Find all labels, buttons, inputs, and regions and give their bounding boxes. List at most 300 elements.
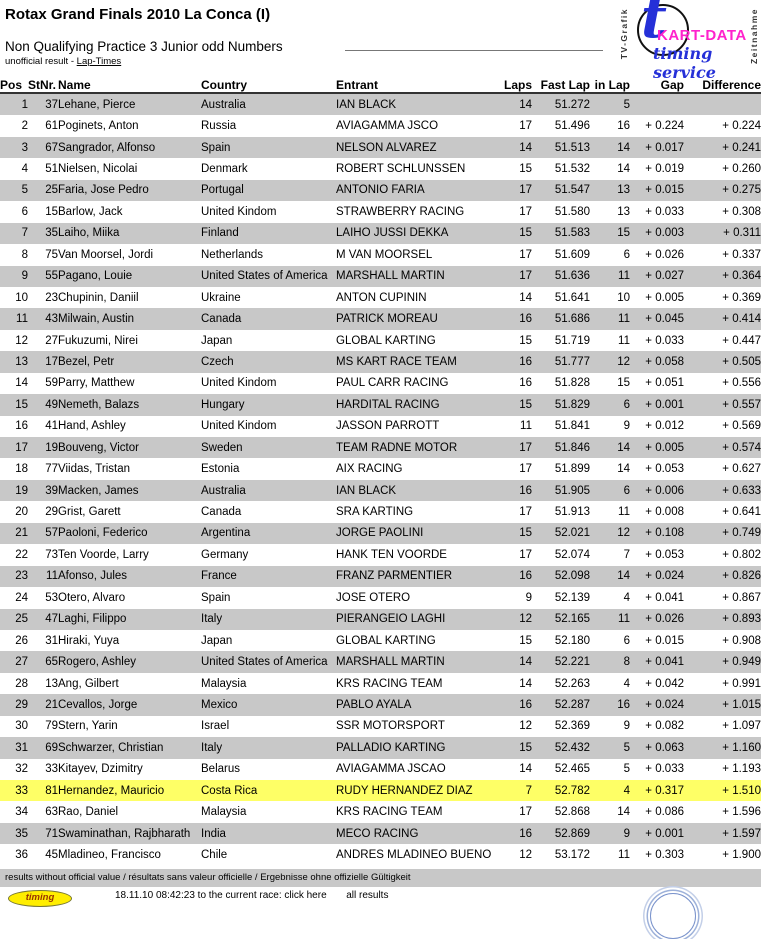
cell-pos: 25 bbox=[15, 613, 28, 626]
cell-inlap: 15 bbox=[617, 377, 630, 390]
cell-entrant: ANTONIO FARIA bbox=[336, 184, 425, 197]
cell-fastlap: 52.098 bbox=[554, 570, 590, 583]
cell-country: Malaysia bbox=[201, 806, 247, 819]
cell-stnr: 53 bbox=[45, 591, 58, 604]
cell-country: Russia bbox=[201, 120, 237, 133]
cell-difference: + 1.596 bbox=[722, 806, 761, 819]
col-header-country: Country bbox=[201, 78, 247, 92]
cell-inlap: 16 bbox=[617, 120, 630, 133]
cell-entrant: SSR MOTORSPORT bbox=[336, 720, 445, 733]
cell-difference: + 0.908 bbox=[722, 634, 761, 647]
cell-entrant: MECO RACING bbox=[336, 827, 419, 840]
cell-difference: + 0.505 bbox=[722, 355, 761, 368]
cell-fastlap: 51.496 bbox=[554, 120, 590, 133]
cell-fastlap: 51.828 bbox=[554, 377, 590, 390]
cell-fastlap: 51.609 bbox=[554, 248, 590, 261]
cell-entrant: ROBERT SCHLUNSSEN bbox=[336, 163, 466, 176]
cell-gap: + 0.006 bbox=[645, 484, 684, 497]
cell-fastlap: 52.263 bbox=[554, 677, 590, 690]
cell-fastlap: 52.074 bbox=[554, 548, 590, 561]
cell-difference: + 0.641 bbox=[722, 506, 761, 519]
cell-stnr: 23 bbox=[45, 291, 58, 304]
cell-entrant: RUDY HERNANDEZ DIAZ bbox=[336, 784, 473, 797]
cell-gap: + 0.051 bbox=[645, 377, 684, 390]
cell-country: United Kindom bbox=[201, 377, 277, 390]
cell-stnr: 55 bbox=[45, 270, 58, 283]
cell-laps: 17 bbox=[519, 120, 532, 133]
cell-pos: 18 bbox=[15, 463, 28, 476]
cell-laps: 17 bbox=[519, 548, 532, 561]
cell-fastlap: 51.641 bbox=[554, 291, 590, 304]
cell-difference: + 1.097 bbox=[722, 720, 761, 733]
cell-entrant: MARSHALL MARTIN bbox=[336, 270, 445, 283]
cell-gap: + 0.042 bbox=[645, 677, 684, 690]
cell-laps: 16 bbox=[519, 355, 532, 368]
cell-entrant: JORGE PAOLINI bbox=[336, 527, 424, 540]
table-row bbox=[0, 759, 761, 780]
cell-gap: + 0.224 bbox=[645, 120, 684, 133]
cell-fastlap: 51.532 bbox=[554, 163, 590, 176]
cell-fastlap: 53.172 bbox=[554, 849, 590, 862]
table-row bbox=[0, 544, 761, 565]
cell-fastlap: 52.369 bbox=[554, 720, 590, 733]
cell-difference: + 1.900 bbox=[722, 849, 761, 862]
cell-stnr: 39 bbox=[45, 484, 58, 497]
cell-name: Fukuzumi, Nirei bbox=[58, 334, 138, 347]
cell-entrant: ANTON CUPININ bbox=[336, 291, 427, 304]
cell-name: Ang, Gilbert bbox=[58, 677, 119, 690]
cell-entrant: GLOBAL KARTING bbox=[336, 334, 436, 347]
table-row bbox=[0, 416, 761, 437]
cell-difference: + 0.364 bbox=[722, 270, 761, 283]
cell-entrant: JOSE OTERO bbox=[336, 591, 411, 604]
cell-country: United States of America bbox=[201, 656, 328, 669]
cell-country: Australia bbox=[201, 98, 246, 111]
cell-gap: + 0.053 bbox=[645, 463, 684, 476]
cell-laps: 14 bbox=[519, 677, 532, 690]
cell-difference: + 0.556 bbox=[722, 377, 761, 390]
table-row bbox=[0, 223, 761, 244]
cell-pos: 30 bbox=[15, 720, 28, 733]
cell-difference: + 0.337 bbox=[722, 248, 761, 261]
table-row bbox=[0, 673, 761, 694]
cell-inlap: 9 bbox=[623, 720, 630, 733]
cell-pos: 16 bbox=[15, 420, 28, 433]
cell-entrant: AVIAGAMMA JSCO bbox=[336, 120, 439, 133]
cell-stnr: 57 bbox=[45, 527, 58, 540]
col-header-stnr: StNr. bbox=[28, 78, 57, 92]
cell-stnr: 47 bbox=[45, 613, 58, 626]
cell-name: Rogero, Ashley bbox=[58, 656, 136, 669]
cell-inlap: 6 bbox=[623, 484, 630, 497]
cell-stnr: 69 bbox=[45, 741, 58, 754]
cell-gap: + 0.041 bbox=[645, 591, 684, 604]
cell-name: Lehane, Pierce bbox=[58, 98, 136, 111]
cell-stnr: 75 bbox=[45, 248, 58, 261]
cell-difference: + 0.569 bbox=[722, 420, 761, 433]
cell-laps: 14 bbox=[519, 656, 532, 669]
cell-name: Grist, Garett bbox=[58, 506, 121, 519]
col-header-difference: Difference bbox=[702, 78, 761, 92]
table-row bbox=[0, 266, 761, 287]
cell-name: Poginets, Anton bbox=[58, 120, 139, 133]
cell-fastlap: 51.841 bbox=[554, 420, 590, 433]
cell-fastlap: 51.583 bbox=[554, 227, 590, 240]
cell-name: Viidas, Tristan bbox=[58, 463, 131, 476]
cell-country: Argentina bbox=[201, 527, 251, 540]
kart-data-label: KART-DATA bbox=[657, 27, 747, 44]
cell-entrant: PIERANGEIO LAGHI bbox=[336, 613, 446, 626]
cell-gap: + 0.053 bbox=[645, 548, 684, 561]
cell-pos: 10 bbox=[15, 291, 28, 304]
cell-laps: 15 bbox=[519, 227, 532, 240]
cell-fastlap: 52.868 bbox=[554, 806, 590, 819]
cell-gap: + 0.003 bbox=[645, 227, 684, 240]
cell-entrant: NELSON ALVAREZ bbox=[336, 141, 437, 154]
cell-difference: + 0.867 bbox=[722, 591, 761, 604]
cell-pos: 34 bbox=[15, 806, 28, 819]
kart-data-logo bbox=[615, 0, 761, 82]
cell-gap: + 0.058 bbox=[645, 355, 684, 368]
cell-stnr: 63 bbox=[45, 806, 58, 819]
cell-difference bbox=[684, 93, 761, 115]
zeitnahme-label: Zeitnahme bbox=[749, 8, 759, 65]
cell-name: Hernandez, Mauricio bbox=[58, 784, 165, 797]
cell-entrant: PALLADIO KARTING bbox=[336, 741, 446, 754]
cell-entrant: MS KART RACE TEAM bbox=[336, 355, 457, 368]
table-row bbox=[0, 137, 761, 158]
cell-difference: + 0.949 bbox=[722, 656, 761, 669]
cell-gap bbox=[630, 93, 684, 115]
cell-fastlap: 51.636 bbox=[554, 270, 590, 283]
cell-name: Bezel, Petr bbox=[58, 355, 115, 368]
cell-pos: 4 bbox=[21, 163, 28, 176]
all-results-link[interactable]: all results bbox=[346, 890, 389, 901]
cell-laps: 14 bbox=[519, 291, 532, 304]
cell-name: Schwarzer, Christian bbox=[58, 741, 164, 754]
cell-fastlap: 51.899 bbox=[554, 463, 590, 476]
bottom-status-line bbox=[115, 890, 388, 901]
cell-inlap: 14 bbox=[617, 570, 630, 583]
cell-gap: + 0.033 bbox=[645, 763, 684, 776]
cell-country: Japan bbox=[201, 634, 233, 647]
cell-country: Portugal bbox=[201, 184, 244, 197]
cell-entrant: LAIHO JUSSI DEKKA bbox=[336, 227, 449, 240]
session-title: Non Qualifying Practice 3 Junior odd Numbers bbox=[5, 39, 283, 54]
cell-gap: + 0.024 bbox=[645, 570, 684, 583]
cell-fastlap: 51.580 bbox=[554, 205, 590, 218]
cell-name: Van Moorsel, Jordi bbox=[58, 248, 154, 261]
cell-difference: + 0.447 bbox=[722, 334, 761, 347]
cell-inlap: 13 bbox=[617, 205, 630, 218]
cell-country: Australia bbox=[201, 484, 246, 497]
cell-pos: 3 bbox=[21, 141, 28, 154]
cell-name: Ten Voorde, Larry bbox=[58, 548, 149, 561]
cell-laps: 17 bbox=[519, 463, 532, 476]
cell-name: Paoloni, Federico bbox=[58, 527, 148, 540]
cell-laps: 15 bbox=[519, 634, 532, 647]
table-row bbox=[0, 651, 761, 672]
table-row bbox=[0, 437, 761, 458]
cell-laps: 11 bbox=[520, 420, 532, 433]
cell-gap: + 0.015 bbox=[645, 184, 684, 197]
cell-country: Hungary bbox=[201, 398, 245, 411]
cell-inlap: 11 bbox=[618, 849, 630, 862]
cell-country: India bbox=[201, 827, 226, 840]
cell-difference: + 0.311 bbox=[723, 227, 761, 240]
cell-inlap: 14 bbox=[617, 463, 630, 476]
cell-name: Stern, Yarin bbox=[58, 720, 118, 733]
cell-laps: 16 bbox=[519, 827, 532, 840]
cell-inlap: 9 bbox=[623, 420, 630, 433]
cell-country: United Kindom bbox=[201, 420, 277, 433]
cell-entrant: STRAWBERRY RACING bbox=[336, 205, 465, 218]
cell-entrant: AVIAGAMMA JSCAO bbox=[336, 763, 446, 776]
cell-country: Spain bbox=[201, 141, 231, 154]
table-row bbox=[0, 330, 761, 351]
cell-difference: + 0.826 bbox=[722, 570, 761, 583]
cell-pos: 36 bbox=[15, 849, 28, 862]
cell-stnr: 61 bbox=[45, 120, 58, 133]
header-rule bbox=[345, 50, 603, 51]
col-header-gap: Gap bbox=[660, 78, 684, 92]
table-row bbox=[0, 801, 761, 822]
cell-laps: 12 bbox=[519, 849, 532, 862]
cell-inlap: 7 bbox=[623, 548, 630, 561]
cell-gap: + 0.001 bbox=[645, 398, 684, 411]
cell-fastlap: 52.221 bbox=[554, 656, 590, 669]
cell-country: Sweden bbox=[201, 441, 243, 454]
cell-entrant: KRS RACING TEAM bbox=[336, 677, 443, 690]
cell-inlap: 5 bbox=[623, 98, 630, 111]
cell-stnr: 67 bbox=[45, 141, 58, 154]
table-row bbox=[0, 93, 761, 115]
cell-fastlap: 51.513 bbox=[554, 141, 590, 154]
cell-country: Finland bbox=[201, 227, 239, 240]
cell-name: Hand, Ashley bbox=[58, 420, 126, 433]
cell-inlap: 9 bbox=[623, 827, 630, 840]
table-row bbox=[0, 716, 761, 737]
cell-name: Pagano, Louie bbox=[58, 270, 133, 283]
cell-pos: 32 bbox=[15, 763, 28, 776]
cell-pos: 8 bbox=[21, 248, 28, 261]
cell-laps: 17 bbox=[519, 441, 532, 454]
cell-entrant: PAUL CARR RACING bbox=[336, 377, 449, 390]
cell-gap: + 0.026 bbox=[645, 613, 684, 626]
cell-inlap: 6 bbox=[623, 398, 630, 411]
table-row bbox=[0, 694, 761, 715]
cell-gap: + 0.063 bbox=[645, 741, 684, 754]
cell-name: Cevallos, Jorge bbox=[58, 698, 138, 711]
cell-entrant: MARSHALL MARTIN bbox=[336, 656, 445, 669]
cell-country: Costa Rica bbox=[201, 784, 258, 797]
table-row bbox=[0, 523, 761, 544]
cell-difference: + 0.224 bbox=[722, 120, 761, 133]
cell-laps: 14 bbox=[519, 763, 532, 776]
cell-country: Malaysia bbox=[201, 677, 247, 690]
lap-times-link[interactable]: Lap-Times bbox=[76, 56, 122, 67]
cell-name: Laiho, Miika bbox=[58, 227, 120, 240]
cell-entrant: KRS RACING TEAM bbox=[336, 806, 443, 819]
table-row bbox=[0, 115, 761, 136]
cell-inlap: 4 bbox=[623, 591, 630, 604]
col-header-fastlap: Fast Lap bbox=[540, 78, 590, 92]
cell-pos: 6 bbox=[21, 205, 28, 218]
cell-fastlap: 52.782 bbox=[554, 784, 590, 797]
cell-pos: 23 bbox=[15, 570, 28, 583]
cell-inlap: 12 bbox=[617, 527, 630, 540]
cell-inlap: 13 bbox=[617, 184, 630, 197]
timing-badge[interactable]: timing bbox=[8, 890, 72, 907]
cell-stnr: 45 bbox=[45, 849, 58, 862]
cell-laps: 17 bbox=[519, 248, 532, 261]
col-header-name: Name bbox=[58, 78, 91, 92]
cell-inlap: 4 bbox=[623, 677, 630, 690]
table-row bbox=[0, 780, 761, 801]
cell-country: Estonia bbox=[201, 463, 240, 476]
cell-fastlap: 52.869 bbox=[554, 827, 590, 840]
cell-stnr: 27 bbox=[45, 334, 58, 347]
cell-name: Rao, Daniel bbox=[58, 806, 119, 819]
cell-fastlap: 51.913 bbox=[554, 506, 590, 519]
table-row bbox=[0, 630, 761, 651]
cell-country: Italy bbox=[201, 613, 223, 626]
cell-gap: + 0.019 bbox=[645, 163, 684, 176]
cell-pos: 12 bbox=[15, 334, 28, 347]
cell-country: United Kindom bbox=[201, 205, 277, 218]
cell-laps: 15 bbox=[519, 741, 532, 754]
cell-country: Canada bbox=[201, 506, 242, 519]
cell-laps: 16 bbox=[519, 698, 532, 711]
cell-entrant: GLOBAL KARTING bbox=[336, 634, 436, 647]
table-row bbox=[0, 180, 761, 201]
cell-gap: + 0.033 bbox=[645, 334, 684, 347]
cell-difference: + 1.015 bbox=[722, 698, 761, 711]
cell-stnr: 35 bbox=[45, 227, 58, 240]
cell-country: United States of America bbox=[201, 270, 328, 283]
cell-inlap: 6 bbox=[623, 248, 630, 261]
cell-pos: 22 bbox=[15, 548, 28, 561]
col-header-laps: Laps bbox=[503, 78, 532, 92]
cell-laps: 16 bbox=[519, 313, 532, 326]
cell-difference: + 0.414 bbox=[722, 313, 761, 326]
cell-inlap: 14 bbox=[617, 441, 630, 454]
cell-laps: 16 bbox=[519, 484, 532, 497]
table-row bbox=[0, 373, 761, 394]
cell-country: Canada bbox=[201, 313, 242, 326]
cell-laps: 16 bbox=[519, 570, 532, 583]
result-status-line bbox=[5, 56, 121, 67]
cell-name: Swaminathan, Rajbharath bbox=[58, 827, 191, 840]
cell-gap: + 0.033 bbox=[645, 205, 684, 218]
cell-gap: + 0.027 bbox=[645, 270, 684, 283]
cell-country: Czech bbox=[201, 355, 234, 368]
cell-difference: + 0.275 bbox=[722, 184, 761, 197]
cell-fastlap: 52.465 bbox=[554, 763, 590, 776]
cell-gap: + 0.015 bbox=[645, 634, 684, 647]
table-row bbox=[0, 480, 761, 501]
cell-gap: + 0.317 bbox=[645, 784, 684, 797]
cell-fastlap: 51.686 bbox=[554, 313, 590, 326]
cell-country: Japan bbox=[201, 334, 233, 347]
table-row bbox=[0, 566, 761, 587]
cell-country: Netherlands bbox=[201, 248, 264, 261]
cell-pos: 26 bbox=[15, 634, 28, 647]
table-row bbox=[0, 823, 761, 844]
cell-fastlap: 51.272 bbox=[554, 98, 590, 111]
cell-country: Mexico bbox=[201, 698, 238, 711]
cell-entrant: SRA KARTING bbox=[336, 506, 414, 519]
cell-laps: 15 bbox=[519, 163, 532, 176]
cell-laps: 17 bbox=[519, 184, 532, 197]
click-here-link[interactable]: click here bbox=[284, 890, 327, 901]
cell-difference: + 0.557 bbox=[722, 398, 761, 411]
cell-inlap: 16 bbox=[617, 698, 630, 711]
cell-inlap: 5 bbox=[623, 763, 630, 776]
cell-pos: 19 bbox=[15, 484, 28, 497]
cell-stnr: 13 bbox=[45, 677, 58, 690]
cell-fastlap: 51.846 bbox=[554, 441, 590, 454]
cell-stnr: 77 bbox=[45, 463, 58, 476]
cell-inlap: 12 bbox=[617, 355, 630, 368]
unofficial-result-label: unofficial result bbox=[5, 56, 69, 67]
cell-pos: 17 bbox=[15, 441, 28, 454]
cell-difference: + 0.241 bbox=[722, 141, 761, 154]
cell-difference: + 0.749 bbox=[722, 527, 761, 540]
cell-name: Kitayev, Dzimitry bbox=[58, 763, 143, 776]
cell-difference: + 1.160 bbox=[722, 741, 761, 754]
cell-name: Macken, James bbox=[58, 484, 139, 497]
cell-gap: + 0.303 bbox=[645, 849, 684, 862]
cell-name: Otero, Alvaro bbox=[58, 591, 126, 604]
cell-gap: + 0.017 bbox=[645, 141, 684, 154]
cell-stnr: 15 bbox=[45, 205, 58, 218]
table-row bbox=[0, 287, 761, 308]
cell-inlap: 5 bbox=[623, 741, 630, 754]
table-row bbox=[0, 351, 761, 372]
cell-laps: 17 bbox=[519, 506, 532, 519]
cell-difference: + 0.893 bbox=[722, 613, 761, 626]
cell-gap: + 0.005 bbox=[645, 441, 684, 454]
cell-name: Sangrador, Alfonso bbox=[58, 141, 156, 154]
cell-stnr: 65 bbox=[45, 656, 58, 669]
cell-laps: 9 bbox=[525, 591, 532, 604]
cell-laps: 17 bbox=[519, 205, 532, 218]
cell-gap: + 0.012 bbox=[645, 420, 684, 433]
cell-inlap: 14 bbox=[617, 141, 630, 154]
cell-stnr: 21 bbox=[45, 698, 58, 711]
timing-service-label: timing service bbox=[653, 44, 716, 82]
col-header-inlap: in Lap bbox=[594, 78, 630, 92]
cell-stnr: 17 bbox=[45, 355, 58, 368]
cell-pos: 31 bbox=[15, 741, 28, 754]
cell-difference: + 1.510 bbox=[722, 784, 761, 797]
cell-difference: + 0.802 bbox=[722, 548, 761, 561]
cell-laps: 15 bbox=[519, 334, 532, 347]
cell-stnr: 73 bbox=[45, 548, 58, 561]
cell-stnr: 79 bbox=[45, 720, 58, 733]
cell-fastlap: 52.165 bbox=[554, 613, 590, 626]
cell-gap: + 0.001 bbox=[645, 827, 684, 840]
cell-name: Laghi, Filippo bbox=[58, 613, 127, 626]
cell-entrant: IAN BLACK bbox=[336, 98, 397, 111]
cell-laps: 17 bbox=[519, 806, 532, 819]
cell-inlap: 14 bbox=[617, 163, 630, 176]
cell-difference: + 0.260 bbox=[722, 163, 761, 176]
cell-inlap: 11 bbox=[618, 506, 630, 519]
disclaimer-bar: results without official value / résultats sans valeur officielle / Ergebnisse ohne offizielle Gültigkeit bbox=[0, 869, 761, 887]
page-title: Rotax Grand Finals 2010 La Conca (I) bbox=[5, 6, 271, 23]
